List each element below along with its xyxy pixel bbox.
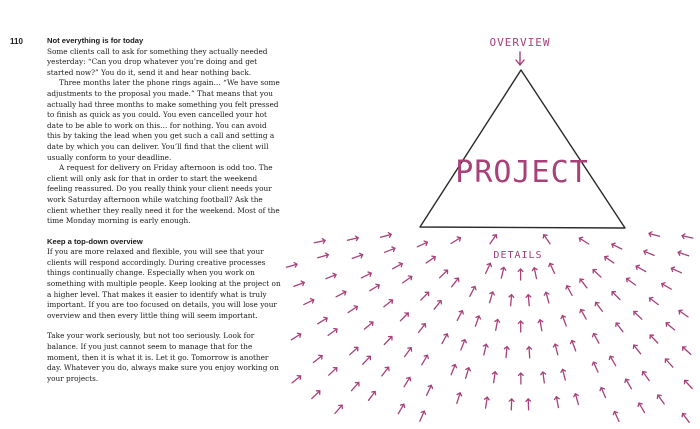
detail-arrow: [596, 302, 603, 311]
detail-arrow: [329, 368, 337, 376]
details-label: DETAILS: [493, 250, 543, 261]
detail-arrow: [370, 285, 379, 291]
detail-arrow: [369, 392, 376, 401]
detail-arrow: [364, 322, 373, 329]
detail-arrow: [627, 279, 636, 286]
detail-arrow: [403, 277, 412, 283]
detail-arrow: [490, 235, 496, 244]
detail-arrow: [384, 337, 392, 345]
detail-arrow: [419, 324, 426, 333]
detail-arrow: [348, 307, 357, 313]
detail-arrow: [393, 264, 403, 269]
detail-arrow: [594, 334, 599, 344]
detail-arrow: [312, 391, 320, 399]
paragraph: A request for delivery on Friday afternoon is odd too. The client will only ask for that in order to start the weekend feeling reassured. Do you really think your client needs your work Saturday afternoon while watching football? Ask the client whether they really need it for the weekend. Most of the time Monday morning is early enough.: [47, 163, 280, 226]
project-label: PROJECT: [455, 155, 589, 190]
page-number: 110: [10, 37, 23, 46]
detail-arrows: [286, 232, 693, 422]
detail-arrow: [335, 405, 342, 413]
detail-arrow: [404, 377, 410, 386]
detail-arrow: [434, 301, 441, 310]
text-column: [47, 36, 282, 384]
detail-arrow: [382, 367, 389, 376]
detail-arrow: [650, 335, 658, 343]
project-triangle: [420, 70, 625, 228]
detail-arrow: [451, 238, 460, 244]
detail-arrow: [350, 347, 358, 354]
detail-arrow: [511, 295, 512, 306]
detail-arrow: [291, 334, 300, 340]
detail-arrow: [683, 414, 690, 423]
detail-arrow: [384, 300, 393, 307]
detail-arrow: [528, 295, 529, 306]
paragraph: Take your work seriously, but not too seriously. Look for balance. If you just cannot seem to manage that for the moment, then it is what it is. Let it go. Tomorrow is another day. Whatever you do, always make sure you enjoy working on your projects.: [47, 331, 279, 383]
detail-arrow: [685, 380, 692, 388]
detail-arrow: [352, 383, 359, 391]
detail-arrow: [593, 270, 601, 278]
detail-arrow: [636, 266, 646, 272]
detail-arrow: [398, 404, 404, 414]
detail-arrow: [363, 356, 371, 364]
overview-arrow: [516, 52, 524, 65]
detail-arrow: [581, 310, 586, 320]
detail-arrow: [634, 345, 641, 354]
section-heading-1: Not everything is for today: [47, 36, 144, 45]
detail-arrow: [679, 311, 688, 317]
paragraph: Some clients call to ask for something they actually needed yesterday: “Can you drop whatever you’re doing and get started now?” You do it, send it and hear nothing back.: [47, 46, 268, 77]
paragraph: If you are more relaxed and flexible, you will see that your clients will respond accordingly. During creative processes things continually change. Especially when you work on something with multiple people. Keep looking at the project on a higher level. That makes it easier to identify what is truly important. If you are too focused on details, you will lose your overview and then every little thing will seem important.: [47, 247, 281, 320]
detail-arrow: [318, 318, 327, 324]
detail-arrow: [650, 298, 659, 305]
detail-arrow: [405, 348, 412, 357]
detail-arrow: [634, 312, 642, 320]
detail-arrow: [605, 257, 614, 263]
detail-arrow: [666, 323, 674, 330]
detail-arrow: [580, 279, 587, 288]
detail-arrow: [421, 292, 429, 300]
detail-arrow: [626, 379, 632, 389]
detail-arrow: [400, 313, 408, 321]
detail-arrow: [506, 347, 507, 358]
detail-arrow: [426, 257, 435, 263]
detail-arrow: [579, 238, 588, 244]
detail-arrow: [452, 278, 459, 287]
detail-arrow: [440, 270, 448, 278]
detail-arrow: [313, 356, 322, 363]
detail-arrow: [683, 347, 691, 354]
detail-arrow: [292, 376, 301, 383]
detail-arrow: [643, 372, 649, 381]
detail-arrow: [616, 323, 623, 332]
paragraph: Three months later the phone rings again… “We have some adjustments to the proposal you made.” That means that you actually had three months to make something you felt pressed to finish as quick as you could. You even cancelled your hot date to be able to work on this… for nothing. You can avoid this by taking the lead when you get such a call and setting a date by which you can deliver. You’ll find that the client will usually conform to your deadline.: [47, 78, 280, 162]
overview-pyramid-illustration: [280, 0, 700, 429]
detail-arrow: [666, 359, 673, 367]
overview-label: OVERVIEW: [489, 36, 551, 49]
detail-arrow: [658, 395, 664, 404]
detail-arrow: [529, 347, 530, 358]
section-heading-2: Keep a top-down overview: [47, 236, 143, 246]
detail-arrow: [612, 292, 620, 300]
detail-arrow: [544, 235, 550, 244]
detail-arrow: [328, 329, 337, 335]
